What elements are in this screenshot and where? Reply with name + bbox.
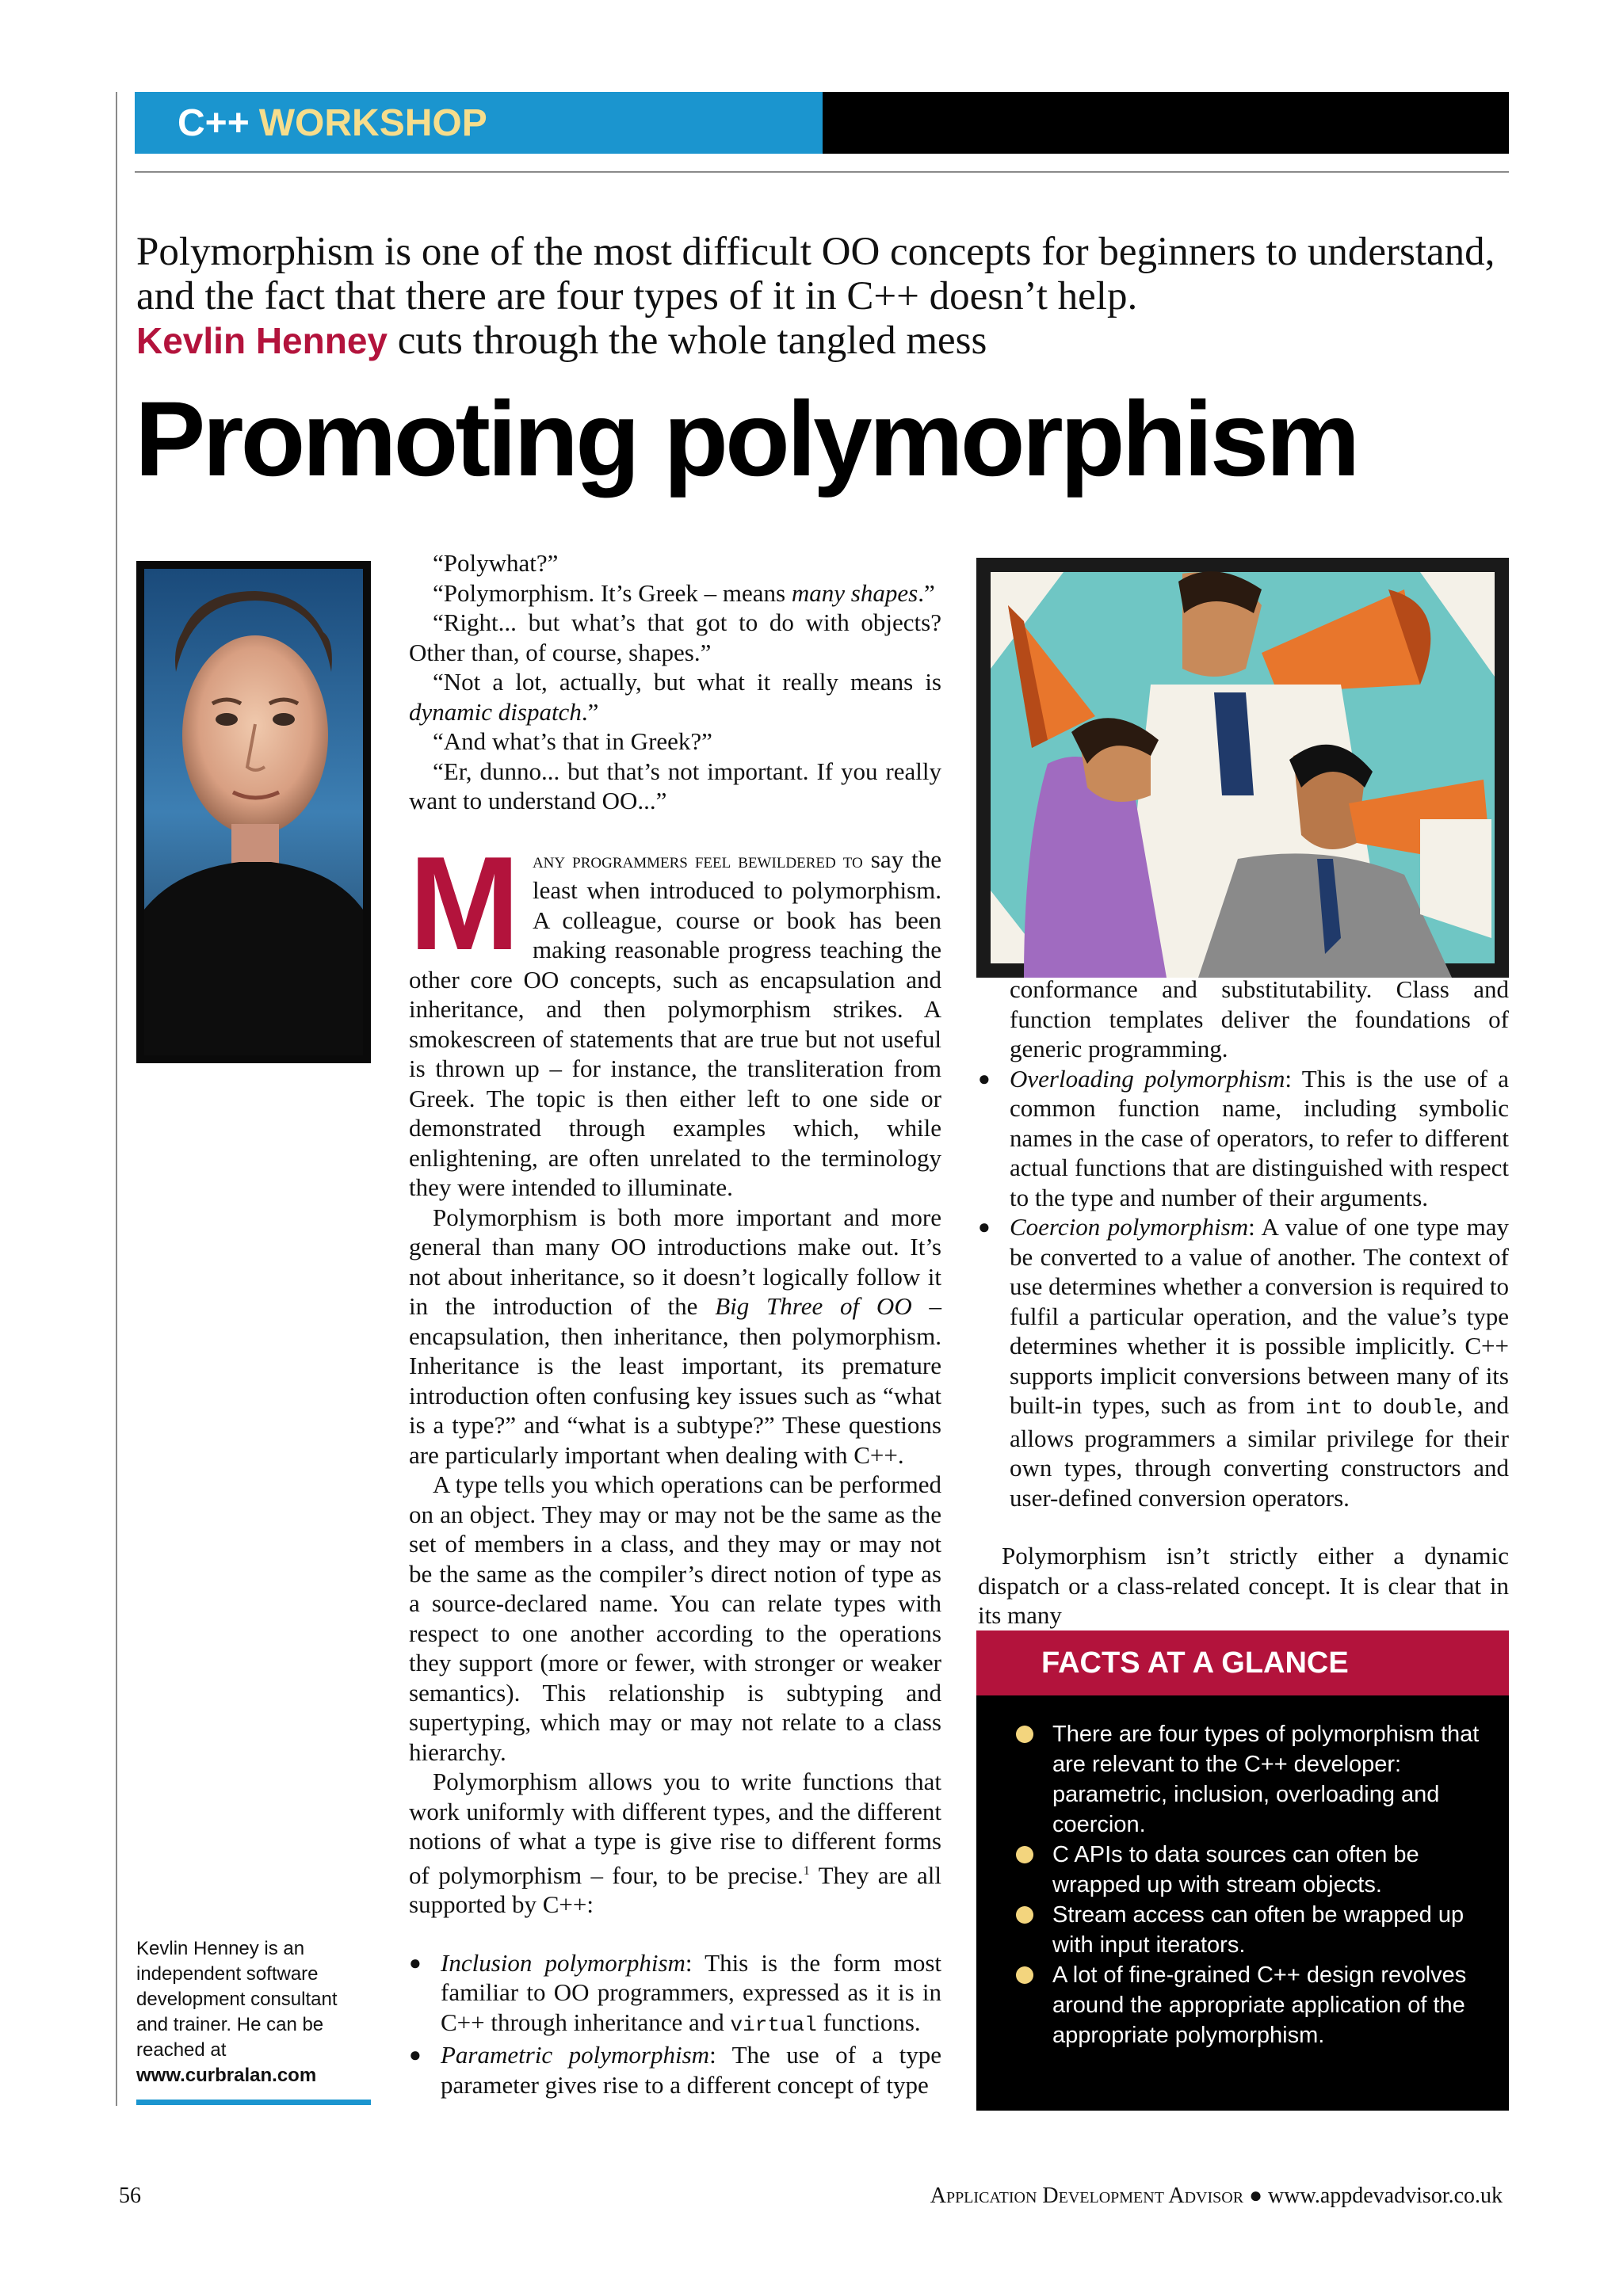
megaphone-illustration	[976, 558, 1509, 978]
bullet-dot-icon	[1016, 1846, 1033, 1863]
author-portrait-image	[144, 569, 363, 1055]
bio-rule	[136, 2100, 371, 2105]
author-bio-text: Kevlin Henney is an independent software development consultant and trainer. He can be reached at	[136, 1938, 338, 2061]
bullet-inclusion: ● Inclusion polymorphism: This is the form most familiar to OO programmers, expressed as it is in C++ through inheritance and virtual functions.	[409, 1948, 941, 2041]
bullet-coercion: ● Coercion polymorphism: A value of one type may be converted to a value of another. The context of use determines whether a conversion is required to fulfil a particular operation, and the value’s type determines whether it is possible implicitly. C++ supports implicit conversions between many of its built-in types, such as from int to double, and allows programmers a similar privilege for their own types, through converting constructors and user-defined conversion operators.	[978, 1212, 1509, 1512]
bullet-dot-icon	[1016, 1906, 1033, 1924]
body-paragraph: conformance and substitutability. Class and function templates deliver the foundations of generic programming.	[1010, 975, 1509, 1062]
fact-item: C APIs to data sources can often be wrapped up with stream objects.	[1013, 1840, 1485, 1900]
page-number: 56	[119, 2183, 141, 2208]
fact-item: There are four types of polymorphism that are relevant to the C++ developer: parametric, inclusion, overloading and coercion.	[1013, 1719, 1485, 1840]
body-paragraph: Polymorphism is both more important and more general than many OO introductions make out. It’s not about inheritance, so it doesn’t logically follow it in the introduction of the Big Three of OO – encapsulation, then inheritance, then polymorphism. Inheritance is the least important, its premature introduction often confusing key issues such as “what is a type?” and “what is a subtype?” These questions are particularly important when dealing with C++.	[409, 1203, 941, 1469]
author-bio	[136, 1936, 366, 2088]
footer-bullet: ●	[1249, 2183, 1262, 2208]
bullet-parametric: ● Parametric polymorphism: The use of a type parameter gives rise to a different concept of type	[409, 2040, 941, 2100]
body-paragraph: A type tells you which operations can be performed on an object. They may or may not be the same as the set of members in a class, and they may or may not be the same as the compiler’s direct notion of type as a source-declared name. You can relate types with respect to one another according to the operations they support (more or fewer, with stronger or weaker semantics). This relationship is subtyping and supertyping, which may or may not relate to a class hierarchy.	[409, 1470, 941, 1766]
body-paragraph: Polymorphism allows you to write functions that work uniformly with different types, and the different notions of what a type is give rise to different forms of polymorphism – four, to be precise.$^1$ They are all supported by C++:	[409, 1768, 941, 1919]
dialogue-line: “Right... but what’s that got to do with objects? Other than, of course, shapes.”	[409, 608, 941, 666]
dialogue-line: “Polywhat?”	[433, 549, 559, 577]
fact-item: A lot of fine-grained C++ design revolves around the appropriate application of the appropriate polymorphism.	[1013, 1960, 1485, 2050]
facts-title: FACTS AT A GLANCE	[976, 1630, 1509, 1695]
body-paragraph: Many programmers feel bewildered to say the least when introduced to polymorphism. A colleague, course or book has been making reasonable progress teaching the other core OO concepts, such as encapsulation and inheritance, and then polymorphism strikes. A smokescreen of statements that are true but not useful is thrown up – for instance, the transliteration from Greek. The topic is then either left to one side or demonstrated through examples which, while enlightening, are often unrelated to the terminology they were intended to illuminate.	[409, 828, 942, 1201]
bullet-dot-icon	[1016, 1726, 1033, 1743]
publication-name: Application Development Advisor	[930, 2183, 1244, 2208]
dialogue-line: “And what’s that in Greek?”	[433, 727, 712, 755]
standfirst	[136, 230, 1515, 363]
section-banner	[135, 92, 1509, 154]
illustration-image	[976, 558, 1509, 978]
bullet-overloading: ● Overloading polymorphism: This is the use of a common function name, including symbolic names in the case of operators, to refer to different actual functions that are distinguished with respect to the type and number of their arguments.	[978, 1064, 1509, 1213]
author-name: Kevlin Henney	[136, 320, 388, 361]
author-bio-url[interactable]: www.curbralan.com	[136, 2065, 317, 2086]
footer-publication	[930, 2183, 1503, 2209]
dialogue-line: “Polymorphism. It’s Greek – means many shapes.”	[433, 578, 935, 607]
header-rule	[135, 171, 1509, 173]
bullet-dot-icon	[1016, 1966, 1033, 1984]
publication-url[interactable]: www.appdevadvisor.co.uk	[1267, 2183, 1503, 2208]
fact-item: Stream access can often be wrapped up with input iterators.	[1013, 1900, 1485, 1960]
headline: Promoting polymorphism	[135, 380, 1358, 498]
standfirst-text: Polymorphism is one of the most difficult OO concepts for beginners to understand, and the fact that there are four types of it in C++ doesn’t help.	[136, 230, 1495, 318]
dialogue-line: “Er, dunno... but that’s not important. If you really want to understand OO...”	[409, 757, 941, 814]
standfirst-tail: cuts through the whole tangled mess	[397, 318, 987, 363]
banner-black-bar	[823, 92, 1509, 154]
section-label-cpp: C++	[178, 101, 250, 144]
section-label-workshop: WORKSHOP	[258, 101, 487, 144]
section-label	[135, 92, 823, 154]
facts-list	[976, 1695, 1509, 2050]
drop-cap: M	[409, 828, 520, 978]
article-column-1	[409, 548, 941, 2100]
article-column-2	[978, 974, 1509, 1630]
author-photo	[136, 561, 371, 1063]
facts-box	[976, 1630, 1509, 2111]
left-margin-rule	[116, 92, 117, 2106]
body-paragraph: Polymorphism isn’t strictly either a dynamic dispatch or a class-related concept. It is clear that in its many	[978, 1542, 1509, 1629]
dialogue-line: “Not a lot, actually, but what it really means is dynamic dispatch.”	[409, 668, 941, 726]
